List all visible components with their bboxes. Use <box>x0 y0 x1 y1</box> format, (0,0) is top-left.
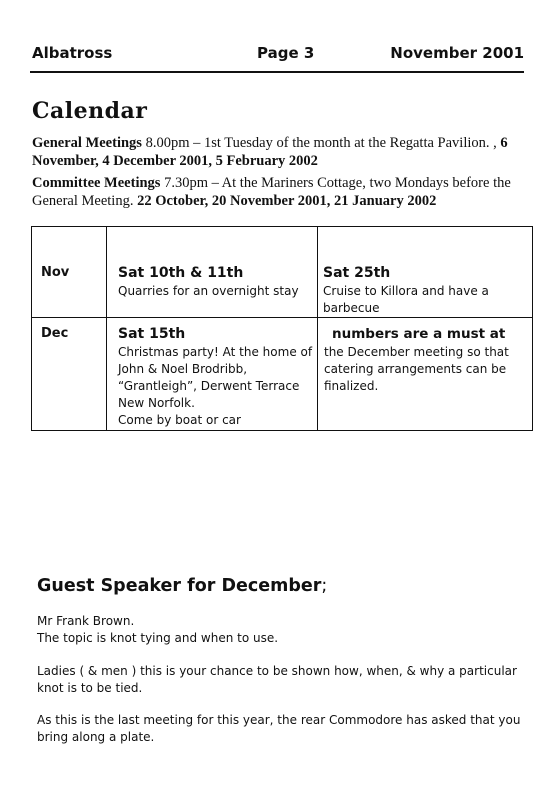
month-cell <box>32 227 107 318</box>
table-row <box>32 227 533 318</box>
month-label: Dec <box>41 326 69 341</box>
committee-meetings-label: Committee Meetings <box>32 175 161 191</box>
header-rule <box>30 71 524 73</box>
committee-meetings-dates: 22 October, 20 November 2001, 21 January 2002 <box>137 193 437 209</box>
speaker-name: Mr Frank Brown. <box>37 614 135 628</box>
guest-speaker-title-suffix: ; <box>321 576 328 596</box>
event-description: Christmas party! At the home of John & Noel Brodribb, “Grantleigh”, Derwent Terrace New Norfolk. Come by boat or car <box>118 345 313 427</box>
committee-meetings-paragraph <box>32 174 524 210</box>
event-cell <box>107 227 318 318</box>
event-note-text: the December meeting so that catering arrangements can be finalized. <box>324 345 509 393</box>
speaker-invitation: Ladies ( & men ) this is your chance to be shown how, when, & why a particular knot is to be tied. <box>37 664 517 695</box>
table-row <box>32 318 533 431</box>
general-meetings-text: 8.00pm – 1st Tuesday of the month at the Regatta Pavilion. , <box>141 135 501 151</box>
speaker-topic: The topic is knot tying and when to use. <box>37 631 279 645</box>
issue-date: November 2001 <box>390 44 524 62</box>
calendar-heading: Calendar <box>32 98 148 124</box>
event-date: Sat 15th <box>118 326 186 342</box>
event-description: Quarries for an overnight stay <box>118 284 299 298</box>
general-meetings-paragraph <box>32 134 524 170</box>
event-date: Sat 25th <box>323 265 391 281</box>
note-cell <box>318 318 533 431</box>
month-label: Nov <box>41 265 70 280</box>
plate-request: As this is the last meeting for this year, the rear Commodore has asked that you bring along a plate. <box>37 713 521 744</box>
month-cell <box>32 318 107 431</box>
event-cell <box>318 227 533 318</box>
event-date: Sat 10th & 11th <box>118 265 244 281</box>
committee-meetings-text: 7.30pm – At the Mariners Cottage, two Mondays before the General Meeting. <box>32 175 511 209</box>
events-calendar-table <box>31 226 533 431</box>
general-meetings-dates: 6 November, 4 December 2001, 5 February 2002 <box>32 135 508 169</box>
page-number: Page 3 <box>257 44 315 62</box>
guest-speaker-heading <box>37 576 327 596</box>
newsletter-name: Albatross <box>32 44 113 62</box>
general-meetings-label: General Meetings <box>32 135 142 151</box>
guest-speaker-title: Guest Speaker for December <box>37 576 322 596</box>
event-note-heading: numbers are a must at <box>332 326 506 342</box>
event-cell <box>107 318 318 431</box>
event-description: Cruise to Killora and have a barbecue <box>323 284 489 315</box>
